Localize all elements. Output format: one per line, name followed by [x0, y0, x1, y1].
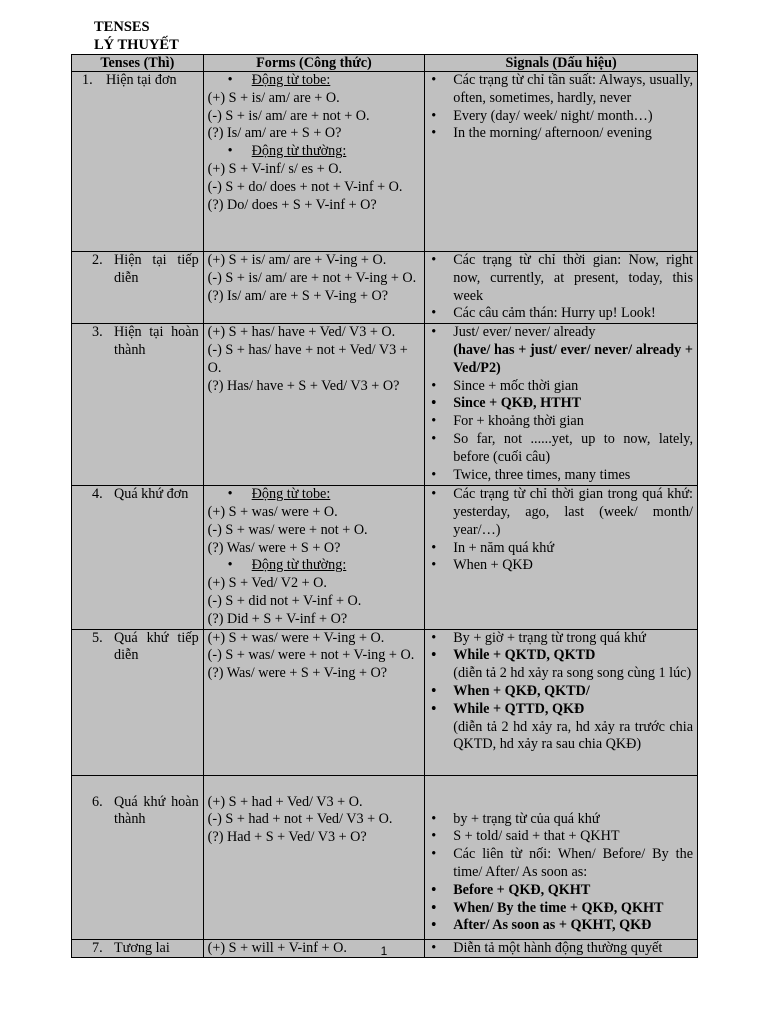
- signal-item: • Twice, three times, many times: [429, 467, 693, 485]
- tense-number: 4.: [92, 486, 103, 503]
- tense-cell: [72, 72, 204, 252]
- forms-cell: [203, 72, 425, 252]
- signal-item: • Every (day/ week/ night/ month…): [429, 108, 693, 126]
- signal-item: • Since + mốc thời gian: [429, 378, 693, 396]
- table-header-row: [72, 55, 698, 72]
- header-tenses: Tenses (Thì): [72, 55, 204, 72]
- tense-cell: [72, 324, 204, 486]
- verb-type-heading: [208, 72, 421, 90]
- tense-label: Quá khứ đơn: [114, 486, 189, 503]
- signal-item: • In + năm quá khứ: [429, 540, 693, 558]
- signal-item: (diễn tả 2 hd xảy ra, hd xảy ra trước chia QKTD, hd xảy ra sau chia QKĐ): [453, 718, 693, 753]
- table-row: [72, 72, 698, 252]
- forms-cell: [203, 252, 425, 324]
- tense-name: [76, 324, 199, 360]
- formula-line: (?) Had + S + Ved/ V3 + O?: [207, 829, 367, 846]
- signal-item: • While + QKTD, QKTD: [429, 647, 693, 665]
- verb-type-label: Động từ tobe:: [251, 72, 331, 88]
- tense-name: [76, 486, 199, 504]
- verb-type-label: Động từ thường:: [251, 143, 347, 160]
- signal-list: [429, 324, 693, 484]
- formula-line: (+) S + will + V-inf + O.: [207, 939, 347, 956]
- formula-line: (+) S + V-inf/ s/ es + O.: [207, 160, 343, 177]
- tense-number: 1.: [82, 72, 93, 88]
- tense-name: [76, 794, 199, 830]
- formula-line: (-) S + do/ does + not + V-inf + O.: [207, 178, 403, 195]
- verb-type-label: Động từ thường:: [251, 557, 347, 574]
- tense-cell: [72, 486, 204, 629]
- signal-item: • Các liên từ nối: When/ Before/ By the time/ After/ As soon as:: [429, 846, 693, 882]
- signal-list: [429, 486, 693, 575]
- signals-cell: [425, 486, 698, 629]
- signal-item: • Các trạng từ chỉ thời gian trong quá khứ: yesterday, ago, last (week/ month/ year/…): [429, 486, 693, 539]
- formula-line: (+) S + had + Ved/ V3 + O.: [207, 793, 363, 810]
- tense-cell: [72, 629, 204, 775]
- signal-list: [429, 811, 693, 936]
- tense-number: 5.: [92, 629, 103, 646]
- tense-label: Hiện tại tiếp diễn: [114, 252, 199, 286]
- formula-line: (-) S + was/ were + not + V-ing + O.: [207, 647, 415, 664]
- table-row: [72, 324, 698, 486]
- tense-label: Hiện tại hoàn thành: [114, 324, 199, 358]
- formula-line: (-) S + was/ were + not + O.: [207, 521, 368, 538]
- signal-item: • For + khoảng thời gian: [429, 413, 693, 431]
- tenses-table: [71, 54, 698, 958]
- signals-cell: [425, 629, 698, 775]
- signal-item: • S + told/ said + that + QKHT: [429, 828, 693, 846]
- formula-line: (?) Has/ have + S + Ved/ V3 + O?: [207, 377, 400, 394]
- doc-title: TENSES: [94, 19, 150, 35]
- signals-cell: [425, 324, 698, 486]
- tense-cell: [72, 775, 204, 939]
- signal-item: • Các trạng từ chỉ thời gian: Now, right now, currently, at present, today, this week: [429, 252, 693, 305]
- header-forms: Forms (Công thức): [203, 55, 425, 72]
- signal-list: [429, 630, 693, 755]
- formula-line: (+) S + is/ am/ are + V-ing + O.: [207, 252, 387, 268]
- signal-item: • While + QTTD, QKĐ: [429, 701, 693, 719]
- signal-item: • Diễn tả một hành động thường quyết: [429, 940, 693, 958]
- formula-line: (+) S + is/ am/ are + O.: [207, 89, 340, 106]
- formula-line: (?) Is/ am/ are + S + V-ing + O?: [207, 287, 389, 304]
- signal-item: • Just/ ever/ never/ already: [429, 324, 693, 342]
- table-row: [72, 775, 698, 939]
- forms-cell: [203, 775, 425, 939]
- signal-item: • When/ By the time + QKĐ, QKHT: [429, 900, 693, 918]
- formula-line: (-) S + is/ am/ are + not + O.: [207, 107, 370, 124]
- signals-cell: [425, 72, 698, 252]
- formula-line: (?) Is/ am/ are + S + O?: [207, 125, 342, 142]
- signal-item: • Các câu cảm thán: Hurry up! Look!: [429, 305, 693, 323]
- signal-item: (diễn tả 2 hd xảy ra song song cùng 1 lúc): [453, 665, 692, 682]
- verb-type-heading: [208, 486, 421, 504]
- formula-line: (?) Do/ does + S + V-inf + O?: [207, 196, 377, 213]
- signal-item: • In the morning/ afternoon/ evening: [429, 125, 693, 143]
- signal-item: • By + giờ + trạng từ trong quá khứ: [429, 630, 693, 648]
- signal-item: • by + trạng từ của quá khứ: [429, 811, 693, 829]
- tense-number: 3.: [92, 324, 103, 341]
- signal-item: • Since + QKĐ, HTHT: [429, 395, 693, 413]
- formula-line: (-) S + had + not + Ved/ V3 + O.: [207, 811, 393, 828]
- signal-list: [429, 252, 693, 323]
- table-row: [72, 629, 698, 775]
- forms-cell: [203, 629, 425, 775]
- tense-number: 6.: [92, 793, 103, 810]
- tense-label: Tương lai: [114, 939, 170, 956]
- formula-line: (+) S + was/ were + O.: [207, 503, 338, 520]
- signal-item: • When + QKĐ: [429, 557, 693, 575]
- signal-item: (have/ has + just/ ever/ never/ already + Ved/P2): [453, 341, 693, 376]
- formula-line: (+) S + Ved/ V2 + O.: [207, 575, 327, 592]
- formula-line: (?) Did + S + V-inf + O?: [207, 610, 348, 627]
- tense-number: 7.: [92, 939, 103, 956]
- tense-name: [76, 630, 199, 666]
- doc-subtitle: LÝ THUYẾT: [94, 37, 179, 53]
- verb-type-heading: [208, 143, 421, 161]
- tense-cell: [72, 252, 204, 324]
- formula-line: (?) Was/ were + S + V-ing + O?: [207, 665, 388, 682]
- tense-label: Quá khứ tiếp diễn: [114, 629, 199, 664]
- table-row: [72, 252, 698, 324]
- signals-cell: [425, 775, 698, 939]
- formula-line: (?) Was/ were + S + O?: [207, 539, 341, 556]
- verb-type-heading: [208, 557, 421, 575]
- formula-line: (-) S + has/ have + not + Ved/ V3 + O.: [207, 341, 408, 376]
- table-row: [72, 486, 698, 629]
- forms-cell: [203, 486, 425, 629]
- signal-item: • Before + QKĐ, QKHT: [429, 882, 693, 900]
- formula-line: (-) S + is/ am/ are + not + V-ing + O.: [207, 269, 417, 286]
- header-signals: Signals (Dấu hiệu): [425, 55, 698, 72]
- signal-item: • After/ As soon as + QKHT, QKĐ: [429, 917, 693, 935]
- tense-name: [76, 72, 199, 90]
- signal-item: • Các trạng từ chỉ tần suất: Always, usually, often, sometimes, hardly, never: [429, 72, 693, 108]
- formula-line: (+) S + was/ were + V-ing + O.: [207, 629, 385, 646]
- tense-label: Quá khứ hoàn thành: [114, 793, 199, 828]
- verb-type-label: Động từ tobe:: [251, 486, 331, 503]
- tense-label: Hiện tại đơn: [106, 72, 177, 88]
- formula-line: (-) S + did not + V-inf + O.: [207, 592, 362, 609]
- signals-cell: [425, 252, 698, 324]
- tense-number: 2.: [92, 252, 103, 268]
- signal-item: • So far, not ......yet, up to now, lately, before (cuối câu): [429, 431, 693, 467]
- signal-item: • When + QKĐ, QKTD/: [429, 683, 693, 701]
- page-number: 1: [380, 944, 388, 958]
- forms-cell: [203, 324, 425, 486]
- signal-list: [429, 72, 693, 143]
- tense-name: [76, 252, 199, 288]
- formula-line: (+) S + has/ have + Ved/ V3 + O.: [207, 324, 396, 341]
